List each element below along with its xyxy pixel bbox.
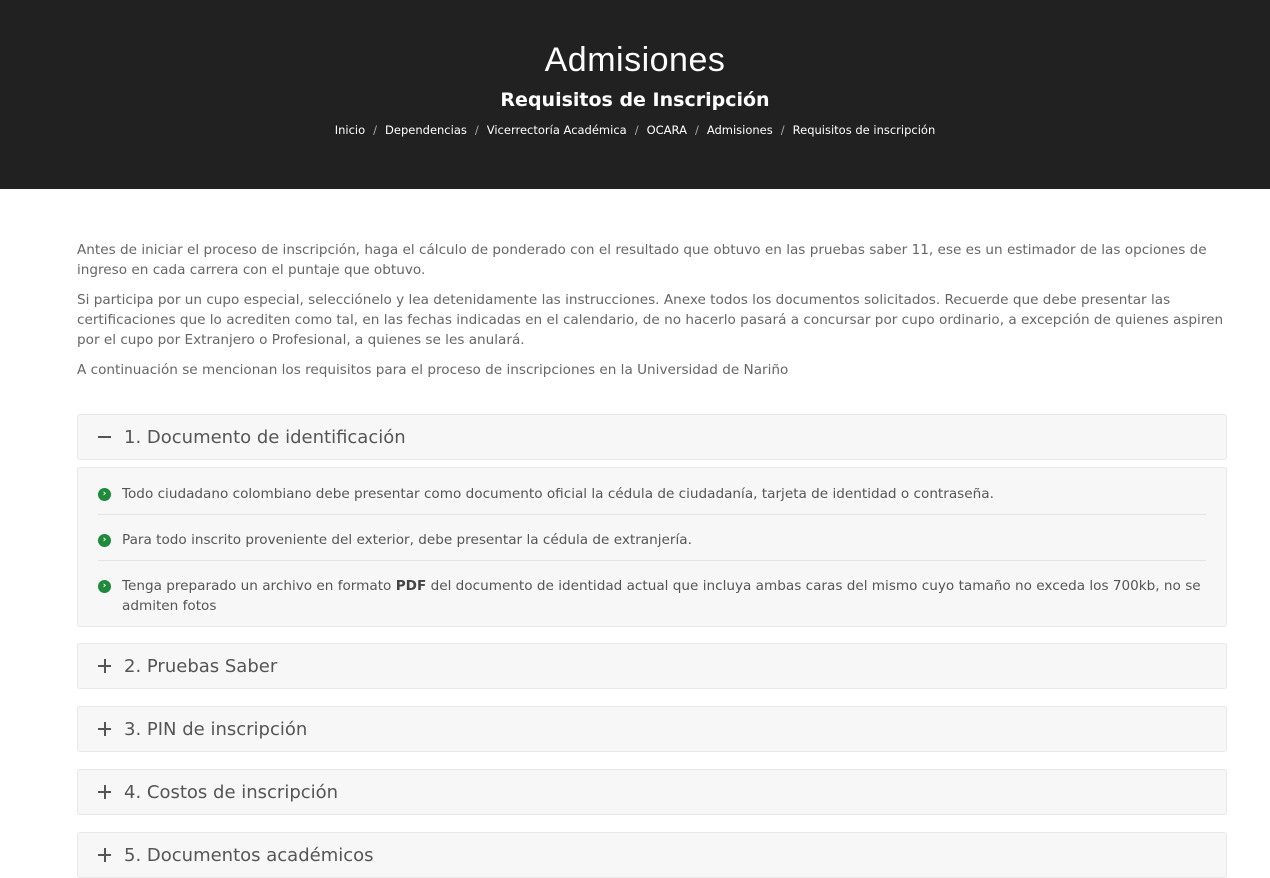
accordion-item-documento bbox=[77, 414, 1227, 460]
accordion-header-pin[interactable] bbox=[77, 706, 1227, 752]
page-title: Admisiones bbox=[544, 41, 726, 79]
breadcrumb-separator: / bbox=[694, 123, 699, 137]
plus-icon bbox=[98, 659, 112, 673]
accordion-item-pruebas-saber bbox=[77, 643, 1227, 689]
pdf-emphasis: PDF bbox=[395, 578, 427, 594]
requirements-list bbox=[98, 478, 1206, 622]
accordion-item-costos bbox=[77, 769, 1227, 815]
page-header bbox=[0, 0, 1270, 189]
intro-paragraph: Antes de iniciar el proceso de inscripción, haga el cálculo de ponderado con el resultado que obtuvo en las pruebas saber 11, ese es un estimador de las opciones de ingreso en cada carrera con el puntaje que obtuvo. bbox=[77, 242, 1207, 278]
accordion-header-documento[interactable] bbox=[77, 414, 1227, 460]
breadcrumb-dependencias[interactable]: Dependencias bbox=[385, 123, 467, 137]
accordion-body bbox=[77, 467, 1227, 627]
breadcrumb-ocara[interactable]: OCARA bbox=[646, 123, 687, 137]
list-item bbox=[98, 570, 1206, 622]
accordion-title: 1. Documento de identificación bbox=[124, 426, 406, 448]
text-segment: Tenga preparado un archivo en formato bbox=[122, 578, 396, 594]
breadcrumb-current[interactable]: Requisitos de inscripción bbox=[792, 123, 936, 137]
breadcrumb-admisiones[interactable]: Admisiones bbox=[706, 123, 773, 137]
page-subtitle: Requisitos de Inscripción bbox=[500, 89, 770, 111]
plus-icon bbox=[98, 785, 112, 799]
breadcrumb-separator: / bbox=[474, 123, 479, 137]
breadcrumb bbox=[0, 122, 1270, 138]
accordion-title: 3. PIN de inscripción bbox=[124, 718, 308, 740]
intro-section bbox=[77, 240, 1227, 380]
list-item-text: Para todo inscrito proveniente del exterior, debe presentar la cédula de extranjería. bbox=[122, 532, 692, 548]
list-item bbox=[98, 524, 1206, 561]
accordion-header-costos[interactable] bbox=[77, 769, 1227, 815]
breadcrumb-separator: / bbox=[780, 123, 785, 137]
accordion-title: 2. Pruebas Saber bbox=[124, 655, 278, 677]
text-segment: del documento de identidad actual que incluya ambas caras del mismo cuyo tamaño no exceda los 700kb, no se admiten fotos bbox=[122, 578, 1201, 614]
accordion-title: 4. Costos de inscripción bbox=[124, 781, 339, 803]
breadcrumb-inicio[interactable]: Inicio bbox=[334, 123, 366, 137]
plus-icon bbox=[98, 722, 112, 736]
chevron-circle-right-icon: › bbox=[98, 534, 111, 547]
list-item bbox=[98, 478, 1206, 515]
accordion-item-documentos-academicos bbox=[77, 832, 1227, 878]
plus-icon bbox=[98, 848, 112, 862]
chevron-circle-right-icon: › bbox=[98, 488, 111, 501]
list-item-text bbox=[122, 576, 1206, 616]
intro-paragraph: A continuación se mencionan los requisitos para el proceso de inscripciones en la Universidad de Nariño bbox=[77, 362, 789, 378]
accordion-item-pin bbox=[77, 706, 1227, 752]
minus-icon bbox=[98, 430, 112, 444]
accordion-panel-documento bbox=[77, 467, 1227, 627]
intro-paragraph: Si participa por un cupo especial, selecciónelo y lea detenidamente las instrucciones. Anexe todos los documentos solicitados. Recuerde que debe presentar las certificaciones que lo acrediten como tal, en las fechas indicadas en el calendario, de no hacerlo pasará a concursar por cupo ordinario, a excepción de quienes aspiren por el cupo por Extranjero o Profesional, a quienes se les anulará. bbox=[77, 292, 1224, 348]
list-item-text: Todo ciudadano colombiano debe presentar como documento oficial la cédula de ciudadanía, tarjeta de identidad o contraseña. bbox=[122, 486, 994, 502]
chevron-circle-right-icon: › bbox=[98, 580, 111, 593]
breadcrumb-vicerrectoria[interactable]: Vicerrectoría Académica bbox=[486, 123, 627, 137]
accordion-header-documentos-academicos[interactable] bbox=[77, 832, 1227, 878]
accordion-header-pruebas-saber[interactable] bbox=[77, 643, 1227, 689]
breadcrumb-separator: / bbox=[373, 123, 378, 137]
accordion-title: 5. Documentos académicos bbox=[124, 844, 374, 866]
breadcrumb-separator: / bbox=[634, 123, 639, 137]
